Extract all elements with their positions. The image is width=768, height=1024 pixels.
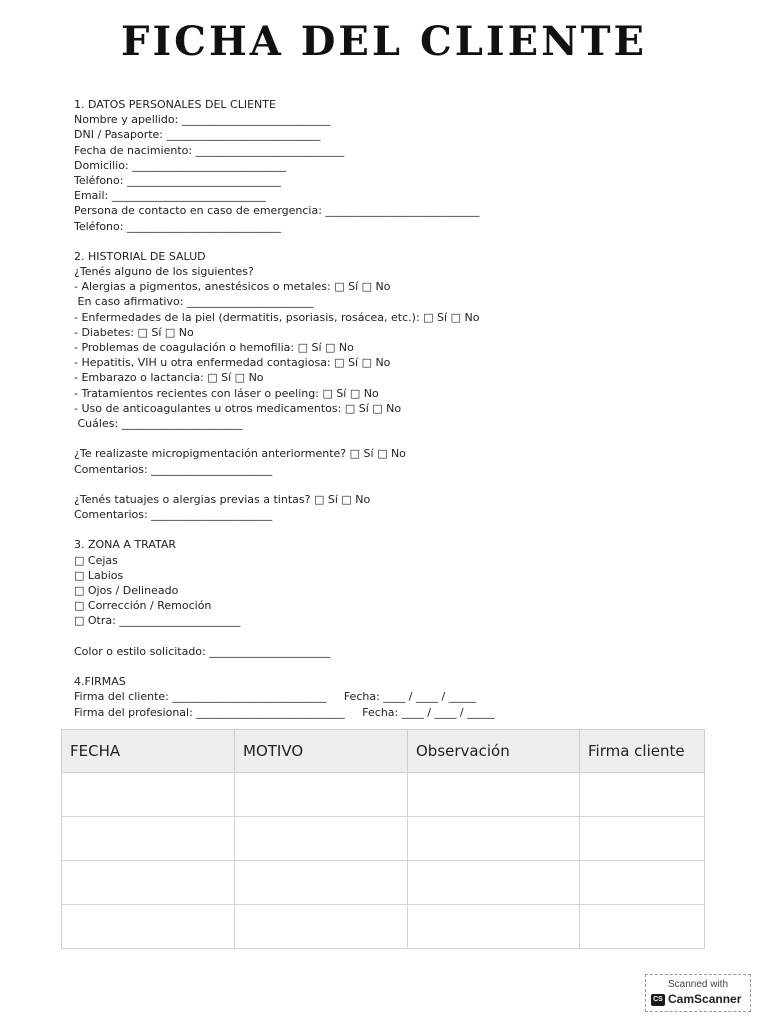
form-line: - Tratamientos recientes con láser o peeling: □ Sí □ No [74, 386, 379, 400]
table-cell[interactable] [408, 905, 580, 949]
form-line: - Problemas de coagulación o hemofilia: □ Sí □ No [74, 341, 354, 354]
form-line: □ Corrección / Remoción [74, 599, 212, 613]
form-line: ¿Te realizaste micropigmentación anteriormente? □ Sí □ No [74, 447, 406, 461]
spacer [74, 431, 714, 446]
table-cell[interactable] [408, 773, 580, 817]
table-cell[interactable] [235, 817, 408, 861]
form-line: 3. ZONA A TRATAR [74, 538, 177, 552]
form-line: □ Cejas [74, 553, 118, 567]
form-line: Email: ____________________________ [74, 189, 266, 203]
table-cell[interactable] [62, 773, 235, 817]
form-line: 4.FIRMAS [74, 675, 126, 689]
table-cell[interactable] [62, 905, 235, 949]
table-cell[interactable] [235, 773, 408, 817]
camscanner-watermark [645, 974, 751, 1012]
form-line: Cuáles: ______________________ [74, 416, 243, 430]
form-line: - Embarazo o lactancia: □ Sí □ No [74, 371, 264, 385]
table-cell[interactable] [62, 817, 235, 861]
form-line: Comentarios: ______________________ [74, 462, 273, 476]
column-header-observacion: Observación [408, 730, 580, 773]
form-line: - Uso de anticoagulantes u otros medicamentos: □ Sí □ No [74, 401, 402, 415]
form-line: □ Labios [74, 568, 124, 582]
spacer [74, 629, 714, 644]
watermark-brand: CamScanner [668, 992, 742, 1006]
form-line: ¿Tenés alguno de los siguientes? [74, 265, 254, 279]
spacer [74, 234, 714, 249]
table-cell[interactable] [580, 817, 705, 861]
form-line: Nombre y apellido: ___________________________ [74, 113, 331, 127]
table-body [62, 773, 705, 949]
table-header-row [62, 730, 705, 773]
camscanner-logo-icon: CS [651, 994, 665, 1006]
form-line: Fecha de nacimiento: ___________________________ [74, 143, 345, 157]
column-header-firma-cliente: Firma cliente [580, 730, 705, 773]
table-cell[interactable] [408, 817, 580, 861]
form-line: - Alergias a pigmentos, anestésicos o metales: □ Sí □ No [74, 280, 391, 294]
table-cell[interactable] [62, 861, 235, 905]
page-title: FICHA DEL CLIENTE [121, 18, 647, 65]
form-line: 1. DATOS PERSONALES DEL CLIENTE [74, 98, 276, 111]
form-line: Persona de contacto en caso de emergencia: ____________________________ [74, 204, 480, 218]
form-line: Firma del profesional: ___________________________ Fecha: ____ / ____ / _____ [74, 705, 495, 719]
table-cell[interactable] [408, 861, 580, 905]
spacer [74, 522, 714, 537]
form-line: Teléfono: ____________________________ [74, 219, 281, 233]
table-cell[interactable] [235, 861, 408, 905]
form-body [74, 97, 714, 720]
table-row [62, 773, 705, 817]
form-line: □ Otra: ______________________ [74, 614, 241, 628]
spacer [74, 477, 714, 492]
form-line: Color o estilo solicitado: ______________________ [74, 644, 331, 658]
visit-log-table [61, 729, 705, 949]
form-line: Domicilio: ____________________________ [74, 158, 287, 172]
form-line: - Hepatitis, VIH u otra enfermedad contagiosa: □ Sí □ No [74, 356, 391, 370]
table-cell[interactable] [580, 861, 705, 905]
table-row [62, 861, 705, 905]
form-line: Teléfono: ____________________________ [74, 173, 281, 187]
form-line: 2. HISTORIAL DE SALUD [74, 249, 206, 263]
form-line: □ Ojos / Delineado [74, 584, 179, 597]
watermark-caption: Scanned with [667, 979, 729, 990]
form-line: - Enfermedades de la piel (dermatitis, psoriasis, rosácea, etc.): □ Sí □ No [74, 310, 480, 324]
form-line: ¿Tenés tatuajes o alergias previas a tintas? □ Sí □ No [74, 492, 371, 506]
table-cell[interactable] [580, 773, 705, 817]
form-line: - Diabetes: □ Sí □ No [74, 325, 194, 339]
column-header-motivo: MOTIVO [235, 730, 408, 773]
form-line: DNI / Pasaporte: ____________________________ [74, 128, 321, 142]
form-line: Comentarios: ______________________ [74, 508, 273, 522]
table-row [62, 905, 705, 949]
spacer [74, 659, 714, 674]
table-cell[interactable] [235, 905, 408, 949]
table-row [62, 817, 705, 861]
form-line: En caso afirmativo: _______________________ [74, 295, 314, 309]
form-line: Firma del cliente: ____________________________ Fecha: ____ / ____ / _____ [74, 690, 477, 704]
table-cell[interactable] [580, 905, 705, 949]
column-header-fecha: FECHA [62, 730, 235, 773]
